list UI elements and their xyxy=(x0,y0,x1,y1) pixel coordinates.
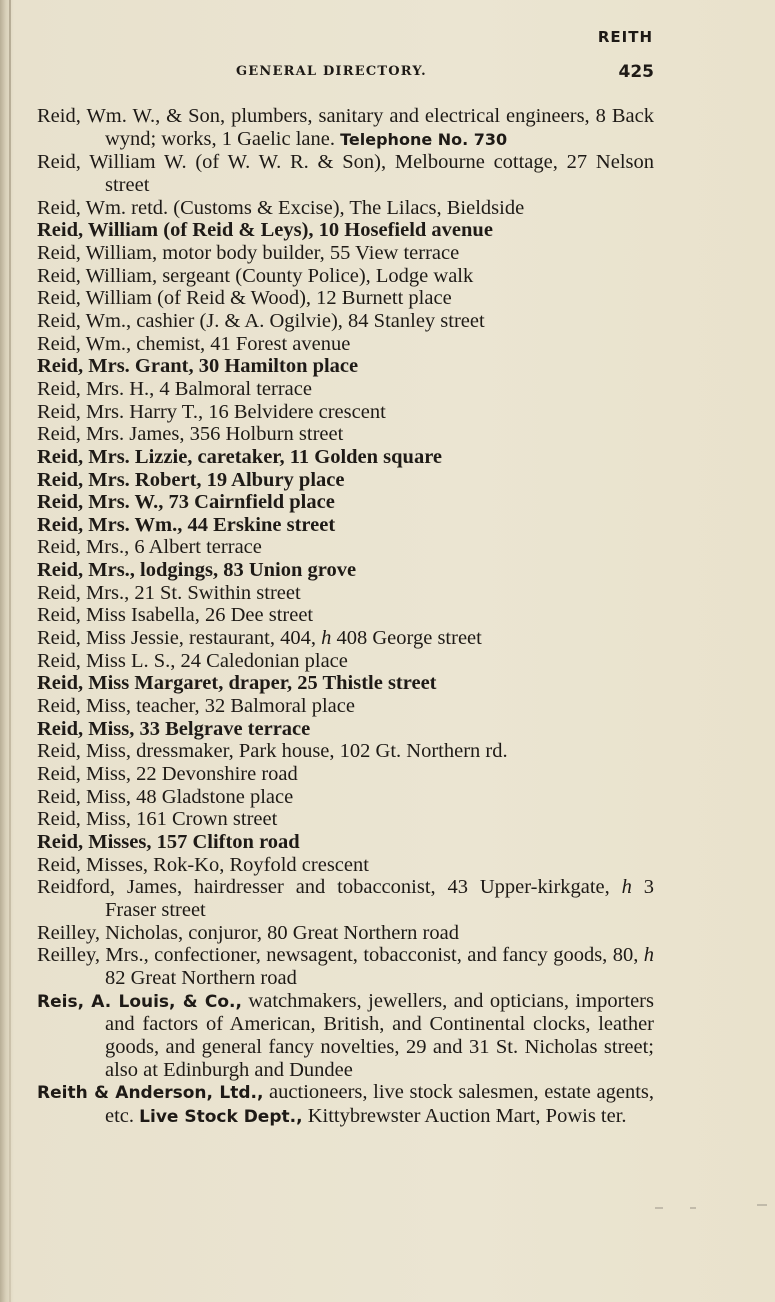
entry-text: Miss, 33 Belgrave terrace xyxy=(83,717,311,740)
directory-entry xyxy=(37,695,654,718)
entry-text: Miss, dressmaker, Park house, 102 Gt. Northern rd. xyxy=(80,740,508,763)
page-number: 425 xyxy=(618,62,654,82)
paper-speck xyxy=(690,1207,696,1209)
entry-surname: Reid, xyxy=(37,559,84,582)
telephone-number: Telephone No. 730 xyxy=(340,129,508,149)
entry-text: Miss, 161 Crown street xyxy=(80,808,278,831)
entry-text: Mrs. James, 356 Holburn street xyxy=(80,423,344,446)
entry-text: auctioneers, live stock salesmen, estate agents, etc. xyxy=(105,1081,654,1127)
directory-entry xyxy=(37,310,654,333)
directory-entry xyxy=(37,740,654,763)
entry-text: Wm., cashier (J. & A. Ogilvie), 84 Stanley street xyxy=(80,309,485,332)
entry-text-cont: Kittybrewster Auction Mart, Powis ter. xyxy=(302,1104,627,1127)
entry-surname: Reidford, xyxy=(37,876,115,899)
entry-text: Mrs. H., 4 Balmoral terrace xyxy=(80,377,312,400)
entry-text-cont: 82 Great Northern road xyxy=(105,966,297,989)
directory-entry xyxy=(37,604,654,627)
directory-entry xyxy=(37,423,654,446)
directory-entry xyxy=(37,491,654,514)
entry-surname: Reid, xyxy=(37,151,81,174)
entry-text: Miss L. S., 24 Caledonian place xyxy=(80,649,348,672)
directory-entry xyxy=(37,672,654,695)
directory-entry xyxy=(37,559,654,582)
entry-text: Mrs. Lizzie, caretaker, 11 Golden square xyxy=(83,445,443,468)
directory-entry xyxy=(37,650,654,673)
entry-text: Wm., chemist, 41 Forest avenue xyxy=(80,332,351,355)
entry-text: William W. (of W. W. R. & Son), Melbourne cottage, 27 Nelson street xyxy=(80,151,654,196)
entry-text: Miss, 48 Gladstone place xyxy=(80,785,294,808)
entry-surname: Reid, xyxy=(37,831,84,853)
directory-entry xyxy=(37,265,654,288)
entry-text: William, motor body builder, 55 View terrace xyxy=(80,241,460,264)
entry-surname: Reid, xyxy=(37,355,84,378)
directory-entry xyxy=(37,242,654,265)
entry-text-cont: 408 George street xyxy=(331,627,482,650)
entry-surname: Reid, xyxy=(37,604,81,627)
entry-text: James, hairdresser and tobacconist, 43 Upper-kirkgate, xyxy=(115,876,622,899)
entry-text: Mrs. Wm., 44 Erskine street xyxy=(83,513,336,536)
entry-surname: Reid, xyxy=(37,672,84,695)
entry-dept-name: Live Stock Dept., xyxy=(139,1106,303,1127)
directory-entry xyxy=(37,718,654,741)
directory-entry xyxy=(37,876,654,921)
entry-text: Mrs., 6 Albert terrace xyxy=(80,536,262,559)
entry-surname: Reid, xyxy=(37,853,81,876)
entry-surname: Reilley, xyxy=(37,944,101,967)
entry-text: Mrs., 21 St. Swithin street xyxy=(80,581,301,604)
directory-entry xyxy=(37,219,654,242)
entry-surname: Reid, xyxy=(37,377,81,400)
entry-text: Mrs. W., 73 Cairnfield place xyxy=(83,491,335,514)
entry-surname: Reid, xyxy=(37,808,81,831)
entry-surname: Reid, xyxy=(37,241,81,264)
entry-text: William, sergeant (County Police), Lodge walk xyxy=(80,264,474,287)
entry-surname: Reid, xyxy=(37,627,81,650)
entry-text: Misses, Rok-Ko, Royfold crescent xyxy=(80,853,369,876)
entry-firm-name: Reis, A. Louis, & Co., xyxy=(37,991,242,1012)
entry-text: Mrs. Robert, 19 Albury place xyxy=(83,468,345,491)
directory-entry xyxy=(37,355,654,378)
entry-surname: Reid, xyxy=(37,332,81,355)
directory-entry xyxy=(37,854,654,877)
entry-surname: Reid, xyxy=(37,287,81,310)
directory-entry xyxy=(37,808,654,831)
directory-entry xyxy=(37,151,654,196)
entry-surname: Reid, xyxy=(37,445,84,468)
directory-entry xyxy=(37,378,654,401)
directory-title: GENERAL DIRECTORY. xyxy=(236,64,427,79)
entry-text: Miss Margaret, draper, 25 Thistle street xyxy=(83,672,437,695)
entry-firm-name: Reith & Anderson, Ltd., xyxy=(37,1083,264,1104)
entry-surname: Reid, xyxy=(37,468,84,491)
entry-surname: Reid, xyxy=(37,649,81,672)
entry-text: William (of Reid & Leys), 10 Hosefield avenue xyxy=(83,219,493,242)
entry-text: Mrs. Harry T., 16 Belvidere crescent xyxy=(80,400,386,423)
entry-surname: Reilley, xyxy=(37,921,101,944)
page-header xyxy=(236,62,654,84)
entry-text: Miss, 22 Devonshire road xyxy=(80,763,298,786)
directory-entry xyxy=(37,536,654,559)
entry-surname: Reid, xyxy=(37,513,84,536)
directory-entry xyxy=(37,401,654,424)
directory-entry xyxy=(37,944,654,989)
entry-surname: Reid, xyxy=(37,717,84,740)
paper-speck xyxy=(757,1204,767,1206)
directory-entry xyxy=(37,922,654,945)
entry-surname: Reid, xyxy=(37,400,81,423)
directory-entries xyxy=(37,105,654,1129)
entry-surname: Reid, xyxy=(37,309,81,332)
entry-text: Nicholas, conjuror, 80 Great Northern road xyxy=(100,921,459,944)
directory-entry xyxy=(37,446,654,469)
entry-surname: Reid, xyxy=(37,264,81,287)
entry-surname: Reid, xyxy=(37,581,81,604)
home-abbrev: h xyxy=(621,876,632,899)
entry-surname: Reid, xyxy=(37,219,84,242)
page-gutter xyxy=(9,0,11,1302)
entry-text: William (of Reid & Wood), 12 Burnett place xyxy=(80,287,452,310)
entry-text-cont: 3 Fraser street xyxy=(105,876,654,921)
entry-text: watchmakers, jewellers, and opticians, importers and factors of American, British, and Continental clocks, leather goods, and general fancy novelties, 29 and 31 St. Nicholas street; also at Edinburgh and Dundee xyxy=(105,989,654,1081)
directory-entry xyxy=(37,197,654,220)
directory-entry xyxy=(37,831,654,854)
directory-entry xyxy=(37,514,654,537)
directory-entry xyxy=(37,786,654,809)
entry-text: Wm. W., & Son, plumbers, sanitary and electrical engineers, 8 Back wynd; works, 1 Gaelic lane. xyxy=(80,105,654,150)
directory-entry xyxy=(37,287,654,310)
directory-entry xyxy=(37,627,654,650)
entry-surname: Reid, xyxy=(37,763,81,786)
entry-surname: Reid, xyxy=(37,423,81,446)
entry-text: Misses, 157 Clifton road xyxy=(83,831,300,853)
directory-entry xyxy=(37,763,654,786)
entry-surname: Reid, xyxy=(37,105,81,127)
directory-entry xyxy=(37,1081,654,1128)
directory-entry xyxy=(37,990,654,1082)
entry-surname: Reid, xyxy=(37,785,81,808)
home-abbrev: h xyxy=(321,627,332,650)
entry-surname: Reid, xyxy=(37,740,81,763)
entry-surname: Reid, xyxy=(37,196,81,219)
running-head: REITH xyxy=(597,28,653,46)
entry-surname: Reid, xyxy=(37,536,81,559)
entry-text: Mrs., confectioner, newsagent, tobacconist, and fancy goods, 80, xyxy=(100,944,644,967)
directory-entry xyxy=(37,469,654,492)
entry-text: Miss Jessie, restaurant, 404, xyxy=(80,627,322,650)
entry-text: Miss, teacher, 32 Balmoral place xyxy=(80,695,355,718)
directory-entry xyxy=(37,105,654,151)
directory-entry xyxy=(37,582,654,605)
home-abbrev: h xyxy=(643,944,654,967)
entry-text: Wm. retd. (Customs & Excise), The Lilacs, Bieldside xyxy=(80,196,525,219)
entry-text: Mrs., lodgings, 83 Union grove xyxy=(83,559,357,582)
directory-entry xyxy=(37,333,654,356)
paper-speck xyxy=(655,1207,663,1209)
entry-surname: Reid, xyxy=(37,491,84,514)
entry-surname: Reid, xyxy=(37,695,81,718)
entry-text: Miss Isabella, 26 Dee street xyxy=(80,604,314,627)
entry-text: Mrs. Grant, 30 Hamilton place xyxy=(83,355,359,378)
